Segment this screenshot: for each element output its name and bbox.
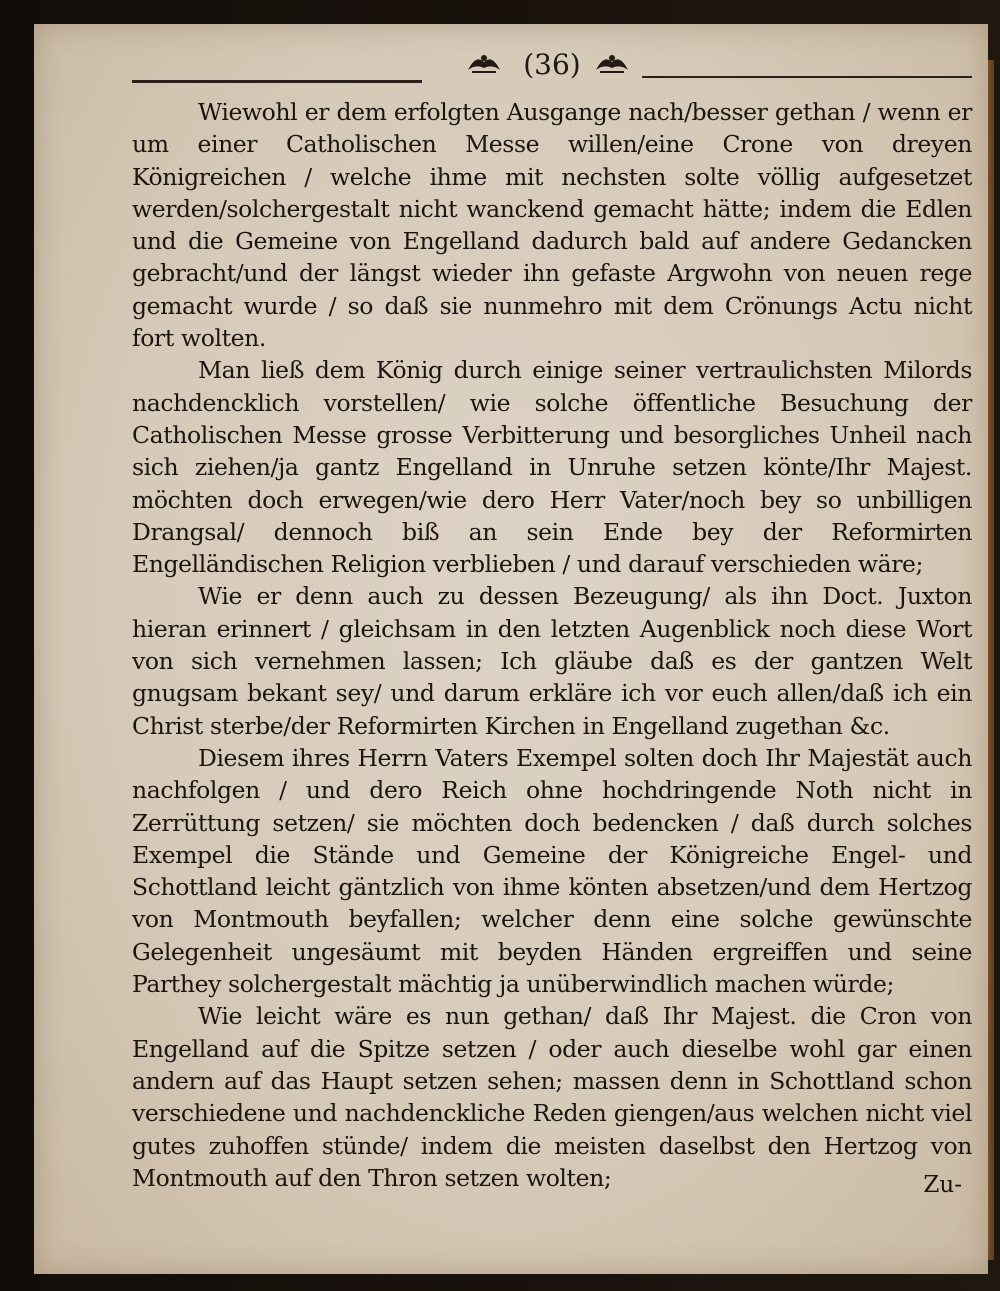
catchword: Zu- — [923, 1172, 962, 1198]
book-page — [34, 24, 988, 1274]
paragraph: Man ließ dem König durch einige seiner vertraulichsten Milords nachdencklich vorstellen/ wie solche öffentliche Besuchung der Catholischen Messe grosse Verbitterung und besorgliches Unheil nach sich ziehen/ja gantz Engelland in Unruhe setzen könte/Ihr Majest. möchten doch erwegen/wie dero Herr Vater/noch bey so unbilligen Drangsal/ dennoch biß an sein Ende bey der Reformirten Engelländischen Religion verblieben / und darauf verschieden wäre; — [132, 356, 972, 579]
paragraph: Wie leicht wäre es nun gethan/ daß Ihr Majest. die Cron von Engelland auf die Spitze setzen / oder auch dieselbe wohl gar einen andern auf das Haupt setzen sehen; massen denn in Schottland schon verschiedene und nachdenckliche Reden giengen/aus welchen nicht viel gutes zuhoffen stünde/ indem die meisten daselbst den Hertzog von Montmouth auf den Thron setzen wolten; — [132, 1002, 972, 1192]
header-rule-left — [132, 80, 422, 83]
page-number: (36) — [523, 48, 581, 81]
left-fleuron-ornament-icon — [466, 50, 502, 76]
paragraph: Wie er denn auch zu dessen Bezeugung/ als ihn Doct. Juxton hieran erinnert / gleichsam in den letzten Augenblick noch diese Wort von sich vernehmen lassen; Ich gläube daß es der gantzen Welt gnugsam bekant sey/ und darum erkläre ich vor euch allen/daß ich ein Christ sterbe/der Reformirten Kirchen in Engelland zugethan &c. — [132, 582, 972, 740]
body-text — [132, 96, 972, 1194]
paragraph: Diesem ihres Herrn Vaters Exempel solten doch Ihr Majestät auch nachfolgen / und dero Reich ohne hochdringende Noth nicht in Zerrüttung setzen/ sie möchten doch bedencken / daß durch solches Exempel die Stände und Gemeine der Königreiche Engel- und Schottland leicht gäntzlich von ihme könten absetzen/und dem Hertzog von Montmouth beyfallen; welcher denn eine solche gewünschte Gelegenheit ungesäumt mit beyden Händen ergreiffen und seine Parthey solchergestalt mächtig ja unüberwindlich machen würde; — [132, 743, 972, 999]
right-fleuron-ornament-icon — [594, 50, 630, 76]
paragraph: Wiewohl er dem erfolgten Ausgange nach/besser gethan / wenn er um einer Catholischen Messe willen/eine Crone von dreyen Königreichen / welche ihme mit nechsten solte völlig aufgesetzet werden/solchergestalt nicht wanckend gemacht hätte; indem die Edlen und die Gemeine von Engelland dadurch bald auf andere Gedancken gebracht/und der längst wieder ihn gefaste Argwohn von neuen rege gemacht wurde / so daß sie nunmehro mit dem Crönungs Actu nicht fort wolten. — [132, 98, 972, 353]
header-rule-right — [642, 76, 972, 78]
